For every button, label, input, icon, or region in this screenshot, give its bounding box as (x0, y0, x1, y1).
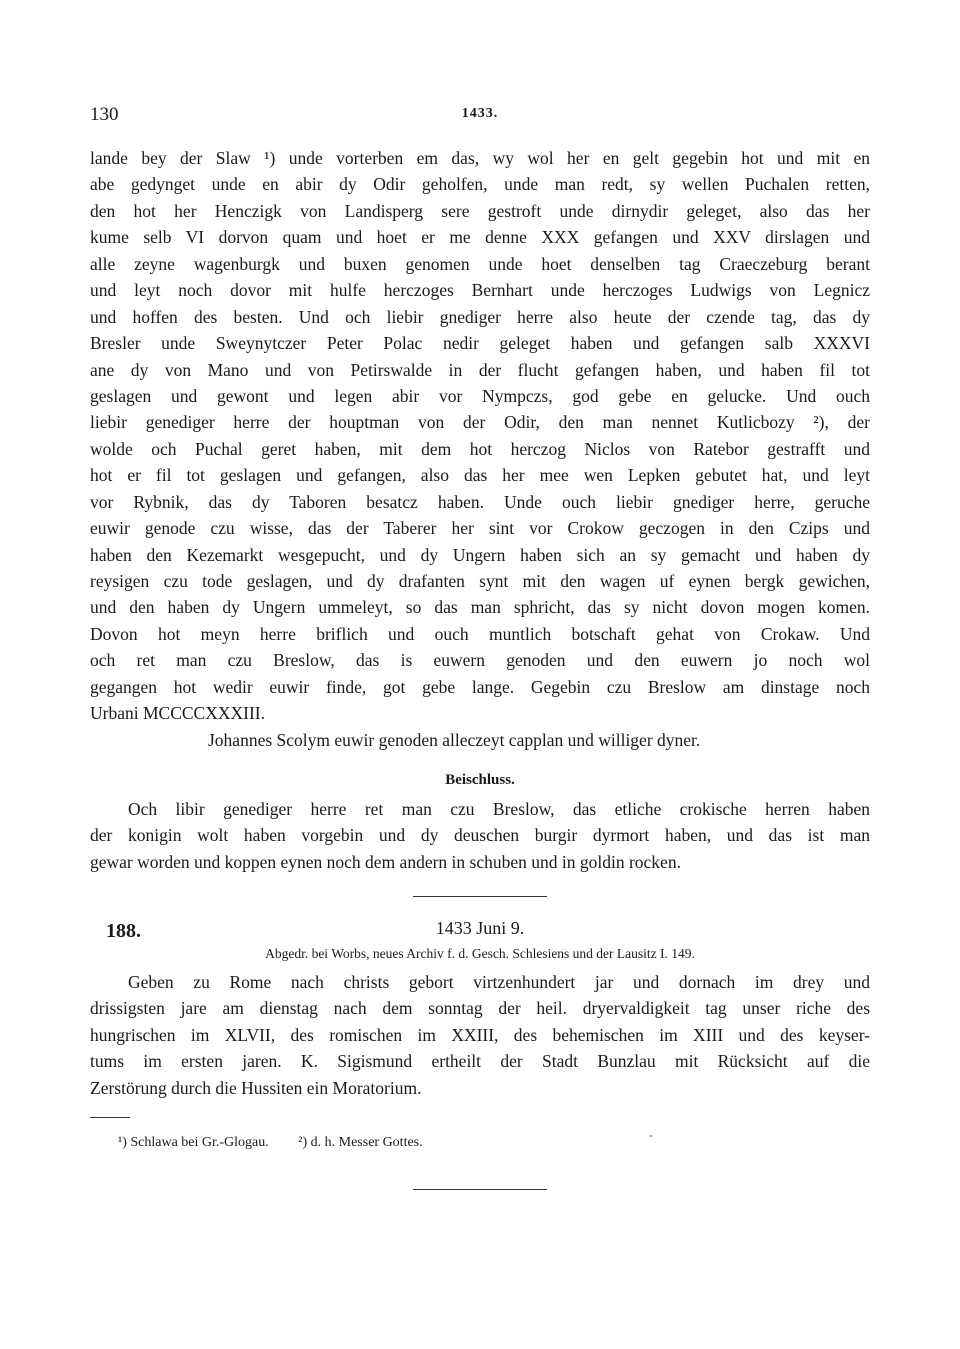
page-number: 130 (90, 104, 119, 125)
text-line: der konigin wolt haben vorgebin und dy deuschen burgir dyrmort haben, und das ist man (90, 825, 870, 846)
letter-body (90, 145, 870, 753)
footnote-1: ¹) Schlawa bei Gr.-Glogau. (118, 1135, 269, 1150)
text-line: liebir genediger herre der houptman von der Odir, den man nennet Kutlicbozy ²), der (90, 412, 870, 433)
document-date: 1433 Juni 9. (435, 918, 525, 938)
text-line: kume selb VI dorvon quam und hoet er me denne XXX gefangen und XXV dirslagen und (90, 227, 870, 248)
bottom-divider (413, 1189, 547, 1190)
print-speck (650, 1135, 652, 1137)
beischluss-body (90, 796, 870, 875)
text-line: reysigen czu tode geslagen, und dy drafanten synt mit den wagen uf eynen bergk gewichen, (90, 571, 870, 591)
text-line: und hoffen des besten. Und och liebir gnediger herre also heute der czende tag, das dy (90, 306, 870, 327)
footnotes (118, 1135, 449, 1151)
text-line: Urbani MCCCCXXXIII. (90, 703, 265, 724)
text-line: hungrischen im XLVII, des romischen im XXIII, des behemischen im XIII und des keyser- (90, 1024, 870, 1045)
text-line: gegangen hot wedir euwir finde, got gebe lange. Gegebin czu Breslow am dinstage noch (90, 676, 870, 697)
footnote-2: ²) d. h. Messer Gottes. (298, 1135, 423, 1150)
text-line: haben den Kezemarkt wesgepucht, und dy Ungern haben sich an sy gemacht und haben dy (90, 544, 870, 565)
document-number: 188. (106, 920, 141, 942)
text-line: und den haben dy Ungern ummeleyt, so das man sphricht, das sy nicht dovon mogen komen. (90, 597, 870, 618)
text-line: lande bey der Slaw ¹) unde vorterben em das, wy wol her en gelt gegebin hot und mit en (90, 148, 870, 168)
document-188-body (90, 969, 870, 1101)
beischluss-heading: Beischluss. (445, 772, 515, 788)
text-line: tums im ersten jaren. K. Sigismund ertheilt der Stadt Bunzlau mit Rücksicht auf die (90, 1051, 870, 1072)
text-line: euwir genode czu wisse, das der Taberer her sint vor Crokow geczogen in den Czips und (90, 518, 870, 539)
text-line: drissigsten jare am dienstag nach dem sonntag der heil. dryervaldigkeit tag unser riche des (90, 998, 870, 1019)
text-line: geslagen und gewont und legen abir vor Nympczs, god gebe en gelucke. Und ouch (90, 385, 870, 406)
signature-line: Johannes Scolym euwir genoden alleczeyt capplan und williger dyner. (208, 729, 701, 750)
text-line: Geben zu Rome nach christs gebort virtzenhundert jar und dornach im drey und (128, 972, 870, 992)
text-line: wolde och Puchal geret haben, mit dem hot herczog Niclos von Ratebor gestrafft und (90, 438, 870, 459)
text-line: den hot her Henczigk von Landisperg sere gestroft unde dirnydir geleget, also das her (90, 200, 870, 221)
text-line: vor Rybnik, das dy Taboren besatcz haben. Unde ouch liebir gnediger herre, geruche (90, 491, 870, 512)
text-line: hot er fil tot geslagen und gefangen, also das her mee wen Lepken gebutet hat, und leyt (90, 465, 870, 486)
text-line: Bresler unde Sweynytczer Peter Polac nedir geleget haben und gefangen salb XXXVI (90, 333, 870, 354)
footnote-rule (90, 1117, 130, 1118)
text-line: Zerstörung durch die Hussiten ein Moratorium. (90, 1077, 422, 1098)
running-head: 1433. (461, 106, 499, 121)
text-line: Dovon hot meyn herre briflich und ouch muntlich botschaft gehat von Crokaw. Und (90, 623, 870, 644)
text-line: ane dy von Mano und von Petirswalde in der flucht gefangen haben, und haben fil tot (90, 359, 870, 380)
text-line: och ret man czu Breslow, das is euwern genoden und den euwern jo noch wol (90, 650, 870, 671)
text-line: Och libir genediger herre ret man czu Breslow, das etliche crokische herren haben (128, 799, 870, 819)
text-line: und leyt noch dovor mit hulfe herczoges Bernhart unde herczoges Ludwigs von Legnicz (90, 280, 870, 301)
text-line: abe gedynget unde en abir dy Odir geholfen, unde man redt, sy wellen Puchalen retten, (90, 174, 870, 195)
source-note: Abgedr. bei Worbs, neues Archiv f. d. Gesch. Schlesiens und der Lausitz I. 149. (265, 946, 695, 961)
section-divider (413, 896, 547, 897)
text-line: alle zeyne wagenburgk und buxen genomen unde hoet denselben tag Craeczeburg berant (90, 253, 870, 274)
text-line: gewar worden und koppen eynen noch dem andern in schuben und in goldin rocken. (90, 851, 681, 872)
